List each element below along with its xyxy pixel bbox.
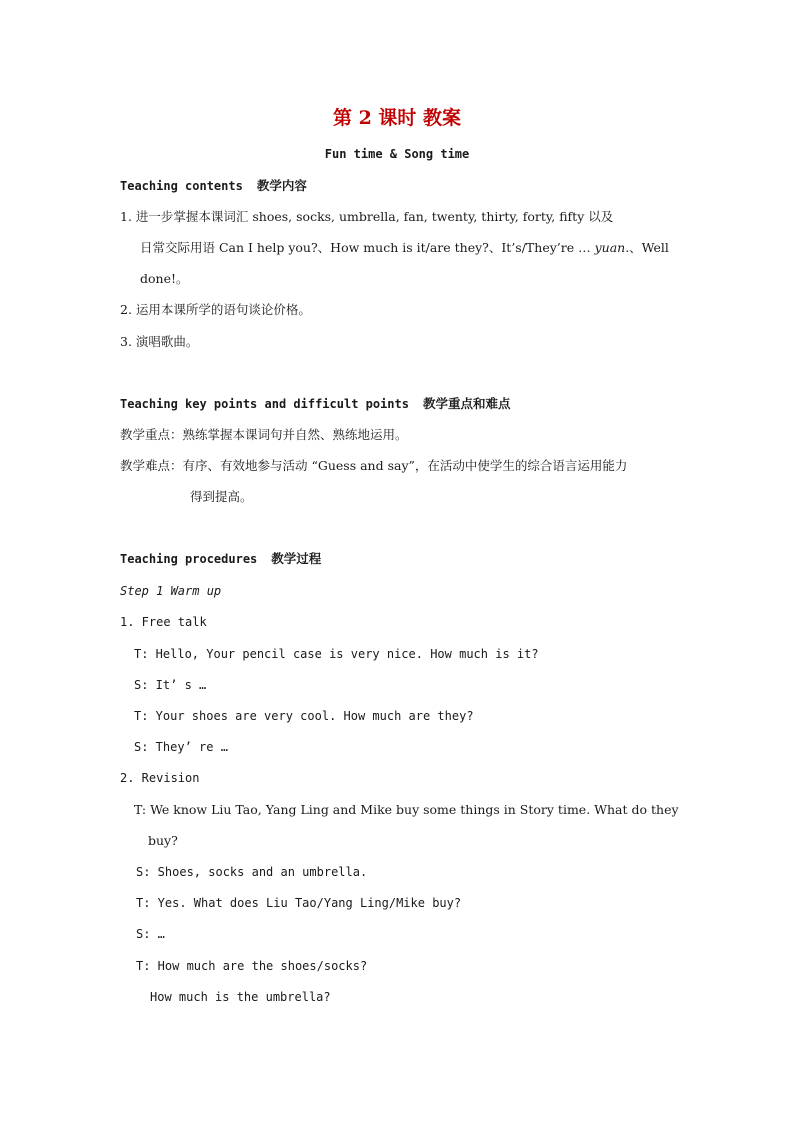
dialogue-line: S: It’ s … — [134, 678, 207, 692]
page-title: 第 2 课时 教案 — [332, 107, 462, 129]
dialogue-line: How much is the umbrella? — [150, 990, 331, 1004]
section-heading-procedures — [120, 550, 321, 568]
item-text-italic: yuan — [594, 240, 626, 255]
key-difficulty-line-2: 得到提高。 — [190, 489, 253, 504]
heading-cn: 教学内容 — [256, 178, 307, 193]
free-talk-heading: 1. Free talk — [120, 615, 207, 629]
key-focus: 教学重点：熟练掌握本课词句并自然、熟练地运用。 — [120, 427, 408, 442]
dialogue-line: S: They’ re … — [134, 740, 228, 754]
page-subtitle: Fun time & Song time — [324, 147, 470, 161]
revision-heading: 2. Revision — [120, 771, 200, 785]
heading-cn: 教学过程 — [271, 551, 322, 566]
heading-en: Teaching contents — [120, 179, 243, 193]
item-text: .、Well — [625, 240, 669, 255]
dialogue-line: T: We know Liu Tao, Yang Ling and Mike buy some things in Story time. What do they — [134, 802, 679, 817]
step-1-heading: Step 1 Warm up — [120, 584, 222, 598]
contents-item-3: 3. 演唱歌曲。 — [120, 334, 199, 349]
contents-item-2: 2. 运用本课所学的语句谈论价格。 — [120, 302, 311, 317]
item-text: 日常交际用语 Can I help you?、How much is it/are they?、It’s/They’re … — [140, 240, 595, 255]
key-difficulty-line-1: 教学难点：有序、有效地参与活动 “Guess and say”，在活动中使学生的综合语言运用能力 — [120, 458, 628, 473]
heading-en: Teaching key points and difficult points — [120, 397, 409, 411]
section-heading-contents — [120, 177, 307, 195]
heading-cn: 教学重点和难点 — [422, 396, 511, 411]
dialogue-line: buy? — [148, 833, 178, 848]
contents-item-1-line-1: 1. 进一步掌握本课词汇 shoes, socks, umbrella, fan, twenty, thirty, forty, fifty 以及 — [120, 209, 614, 224]
dialogue-line: S: … — [136, 927, 165, 941]
dialogue-line: T: Yes. What does Liu Tao/Yang Ling/Mike buy? — [136, 896, 462, 910]
heading-en: Teaching procedures — [120, 552, 258, 566]
dialogue-line: T: How much are the shoes/socks? — [136, 959, 368, 973]
dialogue-line: T: Your shoes are very cool. How much are they? — [134, 709, 474, 723]
contents-item-1-line-2 — [140, 239, 669, 257]
section-heading-keypoints — [120, 395, 511, 413]
dialogue-line: S: Shoes, socks and an umbrella. — [136, 865, 368, 879]
dialogue-line: T: Hello, Your pencil case is very nice. How much is it? — [134, 647, 539, 661]
contents-item-1-line-3: done!。 — [140, 271, 189, 286]
